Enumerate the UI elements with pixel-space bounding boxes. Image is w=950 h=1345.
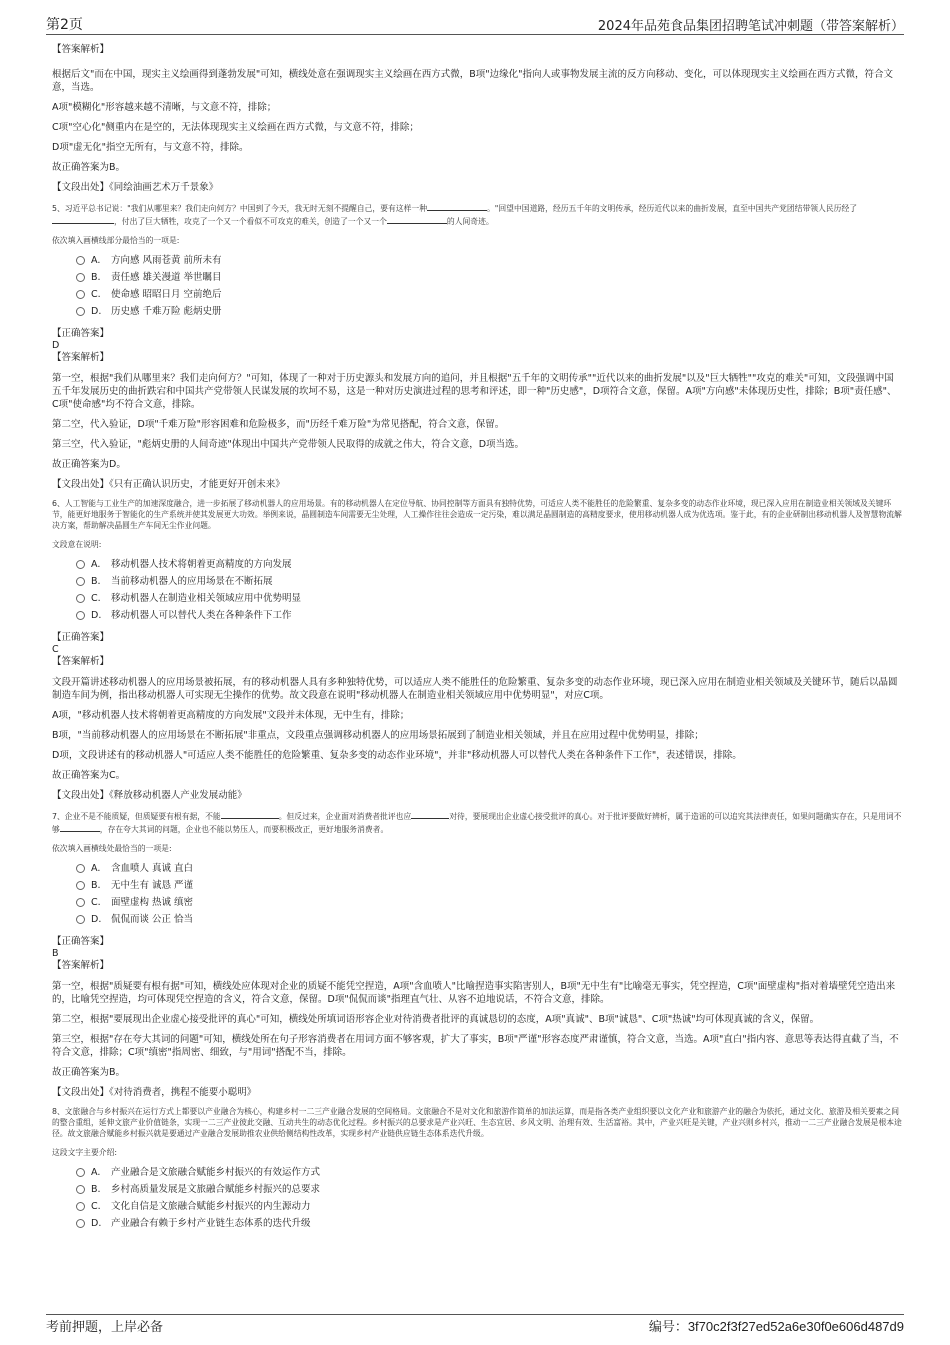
- options-list: [76, 1164, 902, 1232]
- page-footer: [46, 1314, 904, 1335]
- radio-icon[interactable]: [76, 898, 85, 907]
- option-b[interactable]: B. 当前移动机器人的应用场景在不断拓展: [76, 573, 902, 590]
- analysis-paragraph: A项"模糊化"形容越来越不清晰，与文意不符，排除；: [52, 102, 277, 113]
- analysis-conclusion: 故正确答案为D。: [52, 459, 126, 470]
- option-b[interactable]: B. 无中生有 诚恳 严谨: [76, 877, 902, 894]
- answer-label: 【正确答案】: [52, 936, 110, 947]
- radio-icon[interactable]: [76, 273, 85, 282]
- question-prompt: 依次填入画横线处最恰当的一项是:: [52, 844, 172, 853]
- question-7-stem: 7、企业不是不能质疑，但质疑要有根有据，不能 。但反过来，企业面对消费者批评也应 对待，要展现出企业虚心接受批评的真心。对于批评要做好辨析，属于造谣的可以追究其法律责任，如果问题确实存在，只是用词不够 ，存在夸大其词的问题，企业也不能以势压人，而要积极改正，更好地服务消费者。: [52, 809, 902, 835]
- question-8-stem: 8、文旅融合与乡村振兴在运行方式上都要以产业融合为核心，构建乡村一二三产业融合发展的空间格局。文旅融合不是对文化和旅游作简单的加法运算，而是指各类产业组织要以文化产业和旅游产业的融合为依托，通过文化、旅游及相关要素之间的整合重组，延伸文旅产业价值链条，实现一二三产业彼此交融、互动共生的动态优化过程。乡村振兴的总要求是产业兴旺、生态宜居、乡风文明、治理有效、生活富裕。其中，产业兴旺是关键，产业兴则乡村兴，推动一二三产业融合发展是根本途径。故文旅融合赋能乡村振兴就是要通过产业融合发展助推农业供给侧结构性改革，实现乡村产业链供应链生态体系迭代升级。: [52, 1107, 902, 1138]
- question-prompt: 这段文字主要介绍:: [52, 1148, 118, 1157]
- analysis-paragraph: 根据后文"而在中国，现实主义绘画得到蓬勃发展"可知，横线处意在强调现实主义绘画在西方式微，B项"边缘化"指向人或事物发展主流的反方向移动、变化，可以体现现实主义绘画在西方式微，符合文意，当选。: [52, 69, 893, 93]
- answer-label: 【正确答案】: [52, 632, 110, 643]
- analysis-paragraph: C项"空心化"侧重内在是空的，无法体现现实主义绘画在西方式微，与文意不符，排除；: [52, 122, 419, 133]
- analysis-label: 【答案解析】: [52, 960, 110, 971]
- option-a[interactable]: A. 方向感 风雨苍黄 前所未有: [76, 252, 902, 269]
- option-d[interactable]: D. 移动机器人可以替代人类在各种条件下工作: [76, 607, 902, 624]
- source-citation: 【文段出处】《对待消费者，携程不能要小聪明》: [52, 1087, 257, 1098]
- options-list: [76, 860, 902, 928]
- analysis-conclusion: 故正确答案为B。: [52, 162, 126, 173]
- analysis-paragraph: D项"虚无化"指空无所有，与文意不符，排除。: [52, 142, 249, 153]
- source-citation: 【文段出处】《同绘油画艺术万千景象》: [52, 182, 219, 193]
- analysis-paragraph: 第一空，根据"我们从哪里来？我们走向何方？"可知，体现了一种对于历史源头和发展方向的追问，并且根据"五千年的文明传承""近代以来的曲折发展"以及"巨大牺牲""攻克的难关"可知，文段强调中国五千年发展历史的曲折跌宕和中国共产党带领人民谋发展的坎坷不易，这是一种对历史演进过程的思考和评述，即一种"历史感"，D项符合文意，保留。A项"方向感"未体现历史性，排除；B项"责任感"、C项"使命感"均不符合文意，排除。: [52, 373, 897, 410]
- analysis-paragraph: 文段开篇讲述移动机器人的应用场景被拓展，有的移动机器人具有多种独特优势，可以适应人类不能胜任的危险繁重、复杂多变的动态作业环境，现已深入应用在制造业相关领域及关键环节，随后以晶圆制造车间为例，指出移动机器人可实现无尘操作的优势。故文段意在说明"移动机器人在制造业相关领域应用中优势明显"，对应C项。: [52, 677, 898, 701]
- question-6-stem: 6、人工智能与工业生产的加速深度融合，进一步拓展了移动机器人的应用场景。有的移动机器人在定位导航、协同控制等方面具有独特优势，可适应人类不能胜任的危险繁重、复杂多变的动态作业环境，现已深入应用在制造业相关领域及关键环节，能更好地服务于智能化的生产系统并使其发展更大功效。举例来说，晶圆制造车间需要无尘处理，人工操作往往会造成一定污染，难以满足晶圆制造的高精度要求，使用移动机器人成为优选项。鉴于此，有的企业研制出移动机器人及智慧物流解决方案，帮助解决晶圆生产车间无尘作业问题。: [52, 499, 902, 530]
- analysis-paragraph: D项，文段讲述有的移动机器人"可适应人类不能胜任的危险繁重、复杂多变的动态作业环境"，并非"移动机器人可以替代人类在各种条件下工作"，表述错误，排除。: [52, 750, 742, 761]
- document-id: 编号：3f70c2f3f27ed52a6e30f0e606d487d9: [648, 1319, 904, 1334]
- option-a[interactable]: A. 产业融合是文旅融合赋能乡村振兴的有效运作方式: [76, 1164, 902, 1181]
- analysis-paragraph: B项，"当前移动机器人的应用场景在不断拓展"非重点，文段重点强调移动机器人的应用场景拓展到了制造业相关领域，并且在应用过程中优势明显，排除；: [52, 730, 704, 741]
- option-b[interactable]: B. 乡村高质量发展是文旅融合赋能乡村振兴的总要求: [76, 1181, 902, 1198]
- options-list: [76, 252, 902, 320]
- page-header: [46, 12, 904, 35]
- radio-icon[interactable]: [76, 881, 85, 890]
- radio-icon[interactable]: [76, 864, 85, 873]
- analysis-label: 【答案解析】: [52, 352, 110, 363]
- option-d[interactable]: D. 侃侃而谈 公正 恰当: [76, 911, 902, 928]
- document-title: 2024年品苑食品集团招聘笔试冲刺题（带答案解析）: [597, 19, 904, 34]
- option-d[interactable]: D. 历史感 千难万险 彪炳史册: [76, 303, 902, 320]
- radio-icon[interactable]: [76, 1168, 85, 1177]
- analysis-label: 【答案解析】: [52, 656, 110, 667]
- footer-slogan: 考前押题，上岸必备: [46, 1320, 164, 1335]
- radio-icon[interactable]: [76, 307, 85, 316]
- radio-icon[interactable]: [76, 594, 85, 603]
- radio-icon[interactable]: [76, 611, 85, 620]
- analysis-paragraph: 第三空，根据"存在夸大其词的问题"可知，横线处所在句子形容消费者在用词方面不够客观，扩大了事实，B项"严谨"形容态度严肃谨慎，符合文意，当选。A项"直白"指内容、意思等表达得直截了当，不符合文意，排除；C项"缜密"指周密、细致，与"用词"搭配不当，排除。: [52, 1034, 899, 1058]
- analysis-label: 【答案解析】: [52, 44, 110, 55]
- radio-icon[interactable]: [76, 577, 85, 586]
- source-citation: 【文段出处】《释放移动机器人产业发展动能》: [52, 790, 247, 801]
- analysis-paragraph: 第三空，代入验证，"彪炳史册的人间奇迹"体现出中国共产党带领人民取得的成就之伟大，符合文意，D项当选。: [52, 439, 525, 450]
- radio-icon[interactable]: [76, 290, 85, 299]
- radio-icon[interactable]: [76, 256, 85, 265]
- option-a[interactable]: A. 含血喷人 真诚 直白: [76, 860, 902, 877]
- answer-value: D: [52, 340, 60, 351]
- radio-icon[interactable]: [76, 1185, 85, 1194]
- analysis-paragraph: 第二空，代入验证，D项"千难万险"形容困难和危险极多，而"历经千难万险"为常见搭配，符合文意，保留。: [52, 419, 505, 430]
- option-c[interactable]: C. 面壁虚构 热诚 缜密: [76, 894, 902, 911]
- option-a[interactable]: A. 移动机器人技术将朝着更高精度的方向发展: [76, 556, 902, 573]
- analysis-conclusion: 故正确答案为C。: [52, 770, 126, 781]
- source-citation: 【文段出处】《只有正确认识历史，才能更好开创未来》: [52, 479, 285, 490]
- question-prompt: 文段意在说明:: [52, 540, 102, 549]
- option-c[interactable]: C. 文化自信是文旅融合赋能乡村振兴的内生源动力: [76, 1198, 902, 1215]
- page-number: 第2页: [46, 17, 83, 33]
- analysis-paragraph: 第一空，根据"质疑要有根有据"可知，横线处应体现对企业的质疑不能凭空捏造，A项"含血喷人"比喻捏造事实陷害别人，B项"无中生有"比喻毫无事实，凭空捏造，C项"面壁虚构"指对着墙壁凭空造出来的，比喻凭空捏造，均可体现凭空捏造的含义，符合文意，保留。D项"侃侃而谈"指理直气壮、从容不迫地说话，不符合文意，排除。: [52, 981, 896, 1005]
- question-prompt: 依次填入画横线部分最恰当的一项是:: [52, 236, 180, 245]
- answer-label: 【正确答案】: [52, 328, 110, 339]
- radio-icon[interactable]: [76, 915, 85, 924]
- analysis-conclusion: 故正确答案为B。: [52, 1067, 126, 1078]
- option-b[interactable]: B. 责任感 雄关漫道 举世瞩目: [76, 269, 902, 286]
- answer-value: C: [52, 644, 59, 655]
- radio-icon[interactable]: [76, 1202, 85, 1211]
- radio-icon[interactable]: [76, 1219, 85, 1228]
- options-list: [76, 556, 902, 624]
- option-d[interactable]: D. 产业融合有赖于乡村产业链生态体系的迭代升级: [76, 1215, 902, 1232]
- analysis-paragraph: 第二空，根据"要展现出企业虚心接受批评的真心"可知，横线处所填词语形容企业对待消费者批评的真诚恳切的态度，A项"真诚"、B项"诚恳"、C项"热诚"均可体现真诚的含义，保留。: [52, 1014, 820, 1025]
- page-content: [52, 44, 902, 1240]
- option-c[interactable]: C. 移动机器人在制造业相关领域应用中优势明显: [76, 590, 902, 607]
- answer-value: B: [52, 948, 59, 959]
- radio-icon[interactable]: [76, 560, 85, 569]
- question-5-stem: 5、习近平总书记说："我们从哪里来？我们走向何方？中国到了今天，我无时无刻不提醒自己，要有这样一种 。"回望中国道路，经历五千年的文明传承，经历近代以来的曲折发展，直至中国共产党团结带领人民历经了，付出了巨大牺牲，攻克了一个又一个看似不可攻克的难关，创造了一个又一个 的人间奇迹。: [52, 201, 902, 227]
- option-c[interactable]: C. 使命感 昭昭日月 空前绝后: [76, 286, 902, 303]
- analysis-paragraph: A项，"移动机器人技术将朝着更高精度的方向发展"文段并未体现，无中生有，排除；: [52, 710, 410, 721]
